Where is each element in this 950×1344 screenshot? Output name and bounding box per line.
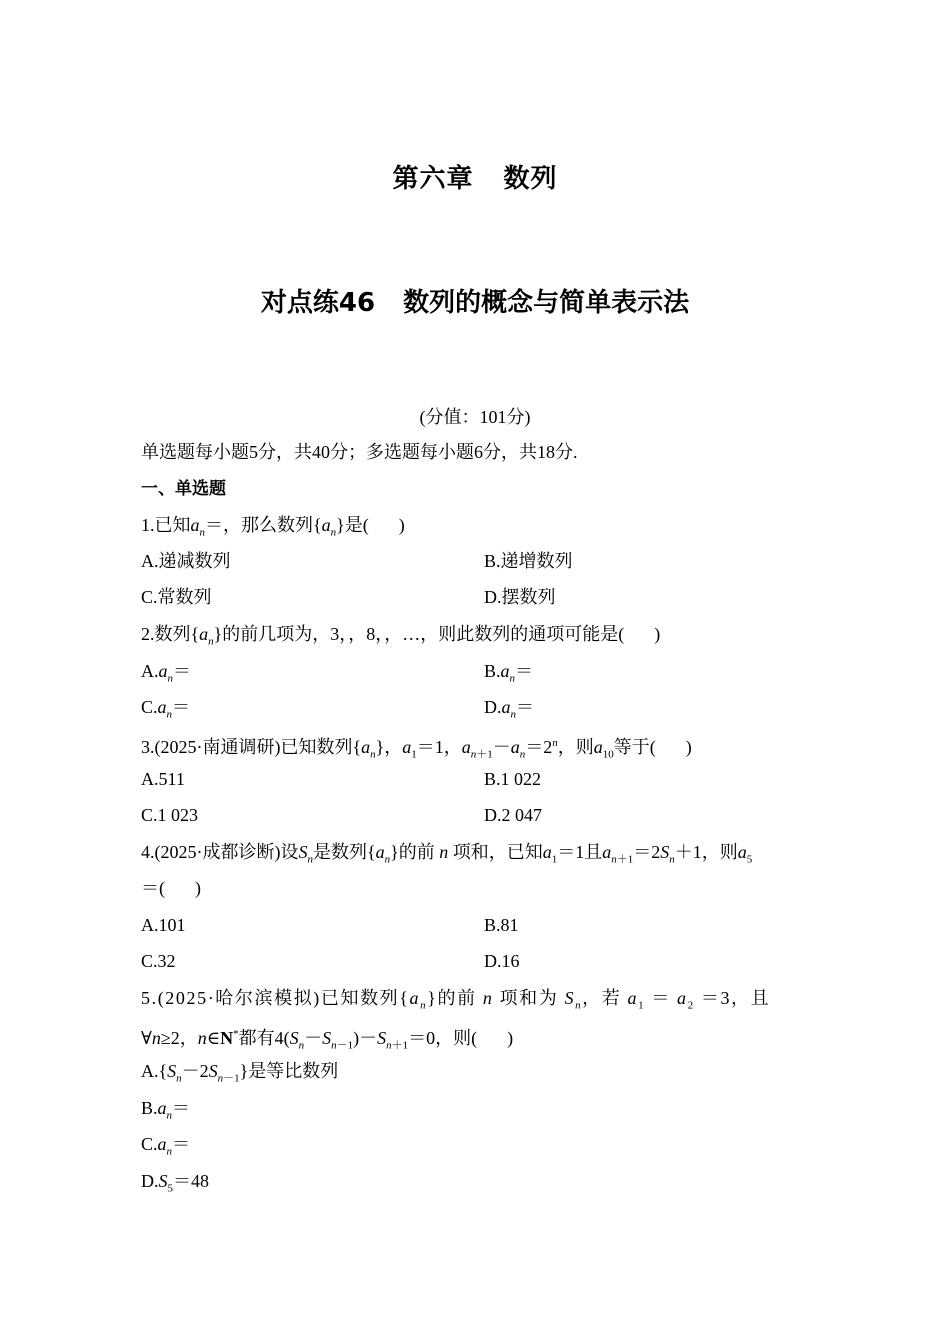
q3-option-b: B.1 022	[484, 769, 542, 789]
chapter-title	[0, 158, 950, 195]
q3-option-d: D.2 047	[484, 805, 542, 825]
q3-option-a: A.511	[141, 769, 185, 789]
q5-option-d: $D.S_5=48$	[141, 1171, 209, 1195]
score-line: (分值：101分)	[419, 407, 531, 427]
q2-option-b: $B.a_n=$	[484, 661, 534, 685]
chapter-name: 数列	[503, 164, 558, 194]
exercise-title	[0, 282, 950, 319]
q1-option-c: C.常数列	[141, 587, 212, 607]
question-5-line-2: ∀n≥2，n∈N*都有$4(S_n-S_{n-1})-S_{n+1}=0$，则( )	[141, 1028, 514, 1052]
question-4: 4.(2025·成都诊断)设$S_n$是数列$\{a_n\}$的前 n 项和，已知$a_1=1$且$a_{n+1}=2S_n+1$，则$a_5$	[141, 842, 753, 866]
q1-option-d: D.摆数列	[484, 587, 556, 607]
q4-option-b: B.81	[484, 915, 519, 935]
q4-option-c: C.32	[141, 951, 176, 971]
instructions: 单选题每小题5分，共40分；多选题每小题6分，共18分.	[141, 442, 578, 462]
question-5: 5.(2025·哈尔滨模拟)已知数列$\{a_n\}$的前 n 项和为 $S_n$，若 $a_1 = a_2 =3$，且	[141, 988, 771, 1012]
section-heading: 一、单选题	[141, 479, 226, 499]
question-4-line-2: ＝( )	[141, 878, 201, 898]
q1-option-a: A.递减数列	[141, 551, 231, 571]
q4-option-a: A.101	[141, 915, 186, 935]
q5-option-a: $A.\{S_n-2S_{n-1}\}$是等比数列	[141, 1061, 339, 1085]
exercise-number: 对点练46	[260, 288, 376, 318]
q2-option-c: $C.a_n=$	[141, 697, 191, 721]
question-2: 2.数列$\{a_n\}$的前几项为，3，，8，，…，则此数列的通项可能是( )	[141, 624, 661, 648]
q5-option-c: $C.a_n=$	[141, 1134, 191, 1158]
exercise-name: 数列的概念与简单表示法	[403, 288, 690, 318]
question-3: 3.(2025·南通调研)已知数列$\{a_n\}$，$a_1=1$，$a_{n+1}-a_n=2^n$，则$a_{10}$等于( )	[141, 737, 692, 761]
q2-option-d: $D.a_n=$	[484, 697, 534, 721]
question-1: 1.已知$a_n=$，那么数列$\{a_n\}$是( )	[141, 515, 405, 539]
q1-option-b: B.递增数列	[484, 551, 573, 571]
q2-option-a: $A.a_n=$	[141, 661, 191, 685]
chapter-number: 第六章	[392, 164, 474, 194]
q4-option-d: D.16	[484, 951, 520, 971]
q5-option-b: $B.a_n=$	[141, 1098, 191, 1122]
q3-option-c: C.1 023	[141, 805, 199, 825]
